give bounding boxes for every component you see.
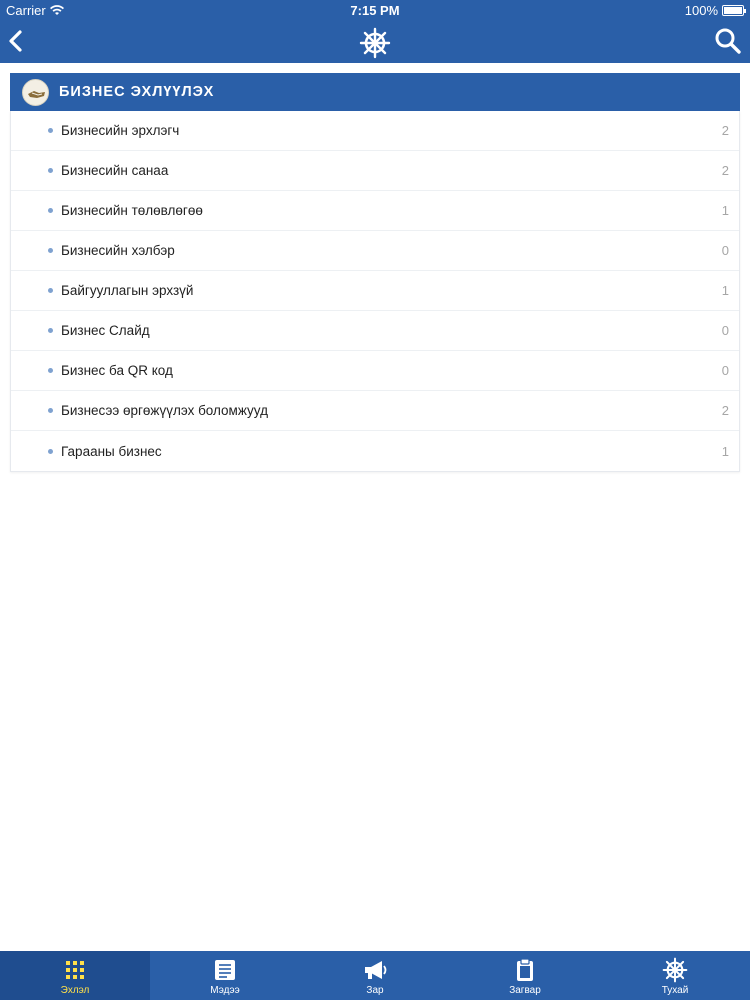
battery-icon xyxy=(722,5,744,16)
tab-label: Эхлэл xyxy=(60,985,90,996)
list-item-count: 0 xyxy=(721,363,729,378)
section-avatar-icon xyxy=(22,79,49,106)
list-item[interactable] xyxy=(11,311,739,351)
tab-ads[interactable] xyxy=(300,951,450,1000)
tab-label: Тухай xyxy=(661,985,689,996)
list-item-label: Гарааны бизнес xyxy=(61,443,162,459)
bullet-icon xyxy=(48,328,53,333)
bullet-icon xyxy=(48,208,53,213)
list-item-count: 2 xyxy=(721,163,729,178)
list-item-count: 1 xyxy=(721,203,729,218)
status-bar xyxy=(0,0,750,20)
list-item-label: Бизнесийн эрхлэгч xyxy=(61,123,180,138)
list-item-label: Бизнес ба QR код xyxy=(61,363,173,378)
list-item-label: Бизнесийн төлөвлөгөө xyxy=(61,203,203,218)
tab-about[interactable] xyxy=(600,951,750,1000)
list-item[interactable] xyxy=(11,351,739,391)
list-item-label: Бизнесээ өргөжүүлэх боломжууд xyxy=(61,403,268,418)
megaphone-icon xyxy=(362,957,388,983)
section-title: БИЗНЕС ЭХЛҮҮЛЭХ xyxy=(59,84,215,100)
bullet-icon xyxy=(48,449,53,454)
tab-templates[interactable] xyxy=(450,951,600,1000)
list-item[interactable] xyxy=(11,231,739,271)
list-item-label: Байгууллагын эрхзүй xyxy=(61,283,194,298)
status-battery xyxy=(685,3,744,18)
tab-label: Зар xyxy=(366,985,384,996)
tab-label: Загвар xyxy=(509,985,541,996)
tab-news[interactable] xyxy=(150,951,300,1000)
subcategory-list xyxy=(10,111,740,472)
bullet-icon xyxy=(48,408,53,413)
handshake-icon xyxy=(23,80,49,106)
battery-percent: 100% xyxy=(684,3,718,18)
top-navigation-bar xyxy=(0,0,750,63)
list-item[interactable] xyxy=(11,151,739,191)
bullet-icon xyxy=(48,168,53,173)
tab-label: Мэдээ xyxy=(210,985,240,996)
list-item-count: 2 xyxy=(721,123,729,138)
list-item[interactable] xyxy=(11,431,739,471)
search-icon[interactable] xyxy=(714,27,742,55)
list-item[interactable] xyxy=(11,391,739,431)
list-item-label: Бизнесийн хэлбэр xyxy=(61,243,175,258)
list-item[interactable] xyxy=(11,191,739,231)
chevron-left-icon[interactable] xyxy=(4,26,28,56)
section-header[interactable] xyxy=(10,73,740,111)
list-item[interactable] xyxy=(11,271,739,311)
bottom-tab-bar xyxy=(0,951,750,1000)
ship-wheel-icon[interactable] xyxy=(359,27,391,59)
list-item-count: 1 xyxy=(721,443,729,459)
list-item[interactable] xyxy=(11,111,739,151)
category-list-card xyxy=(10,73,740,472)
bullet-icon xyxy=(48,128,53,133)
news-icon xyxy=(212,957,238,983)
bullet-icon xyxy=(48,368,53,373)
bullet-icon xyxy=(48,288,53,293)
list-item-label: Бизнес Слайд xyxy=(61,323,150,338)
ship-wheel-icon xyxy=(662,957,688,983)
list-item-count: 0 xyxy=(721,323,729,338)
list-item-count: 2 xyxy=(721,403,729,418)
list-item-label: Бизнесийн санаа xyxy=(61,163,169,178)
grid-icon xyxy=(62,957,88,983)
carrier-label: Carrier xyxy=(6,3,46,18)
tab-home[interactable] xyxy=(0,951,150,1000)
list-item-count: 0 xyxy=(721,243,729,258)
clipboard-icon xyxy=(512,957,538,983)
bullet-icon xyxy=(48,248,53,253)
list-item-count: 1 xyxy=(721,283,729,298)
status-time: 7:15 PM xyxy=(350,3,400,18)
